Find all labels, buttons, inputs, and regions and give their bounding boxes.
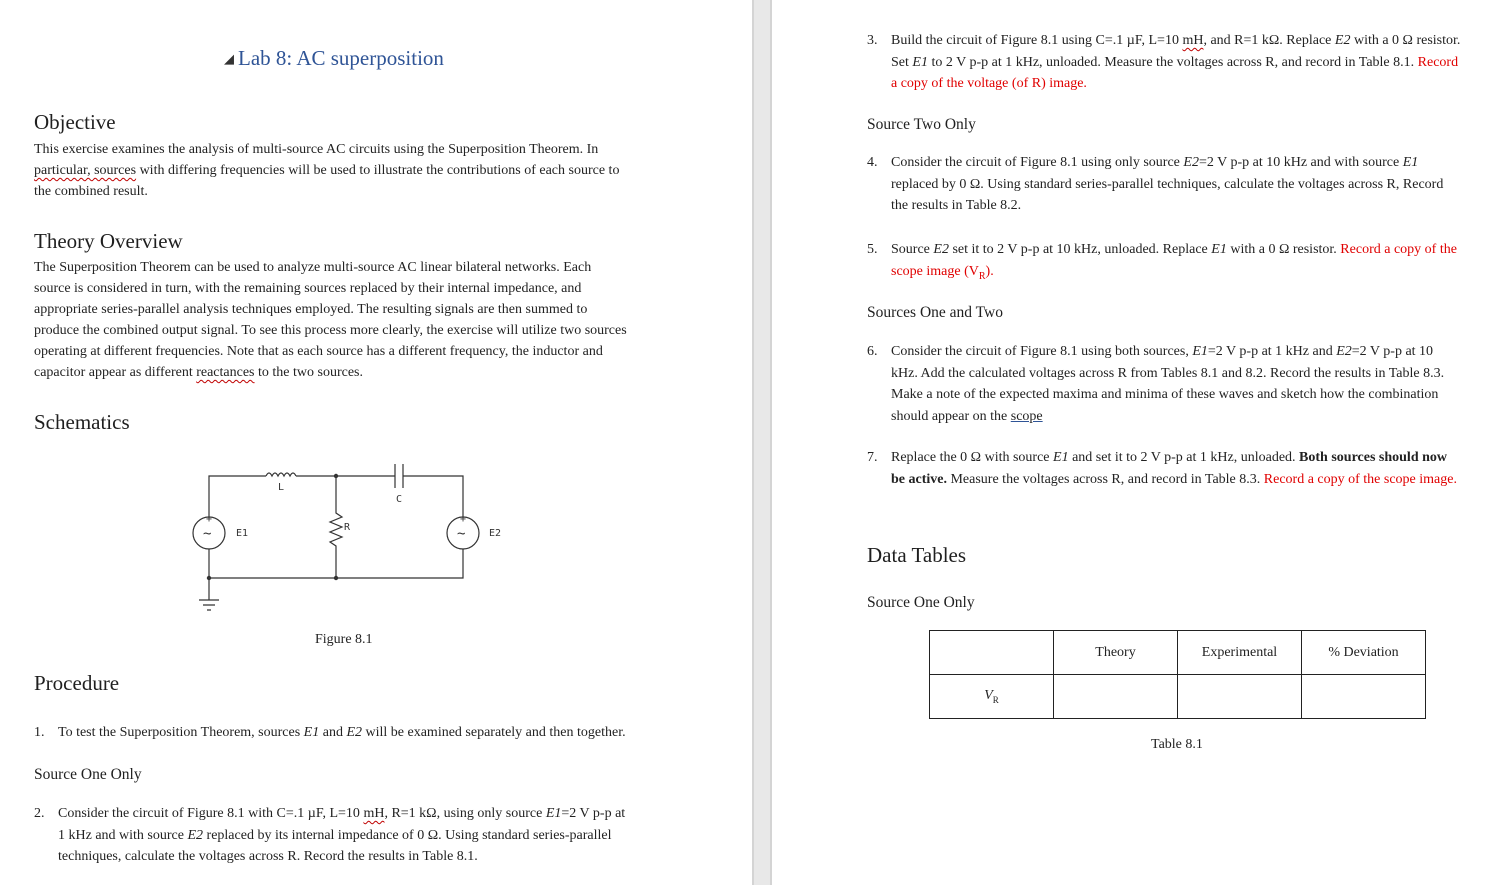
step-text: Set (891, 54, 913, 70)
label-e2: E2 (489, 528, 502, 539)
bold-text: be active. (891, 471, 947, 487)
step-text: To test the Superposition Theorem, sources (58, 725, 304, 740)
junction-dot (207, 576, 211, 580)
step-text: Consider the circuit of Figure 8.1 using only source (891, 155, 1184, 170)
schematics-heading: Schematics (34, 410, 130, 434)
step-text: 1 kHz and with source (58, 827, 188, 843)
step-text: Source (891, 242, 934, 257)
step-line: replaced by 0 Ω. Using standard series-parallel techniques, calculate the voltages across R, Record (891, 176, 1444, 192)
step-number: 4. (867, 155, 878, 170)
theory-line: appropriate series-parallel analysis techniques employed. The resulting signals are then summed to (34, 302, 588, 317)
step-text: set it to 2 V p-p at 10 kHz, unloaded. Replace (948, 242, 1212, 257)
objective-heading: Objective (34, 110, 116, 134)
step-text: and (319, 725, 347, 740)
var-e2: E2 (1183, 155, 1199, 170)
theory-line: source is considered in turn, with the remaining sources replaced by their internal impedance, and (34, 281, 582, 296)
red-instruction: a copy of the voltage (of R) image. (891, 76, 1087, 91)
subscript-r: R (992, 694, 999, 705)
objective-line: the combined result. (34, 184, 148, 199)
objective-line: This exercise examines the analysis of multi-source AC circuits using the Superposition Theorem. In (34, 142, 599, 157)
procedure-step-5 (867, 239, 1506, 287)
step-line (891, 261, 1506, 287)
page-gutter (752, 0, 772, 885)
lab-title-text: Lab 8: AC superposition (238, 46, 444, 70)
step-line (58, 803, 748, 825)
e2-minus: − (459, 544, 466, 555)
subheading-source-two: Source Two Only (867, 116, 976, 133)
theory-paragraph (34, 257, 744, 383)
table-header-cell[interactable]: Theory (1054, 631, 1178, 675)
table-header-row (930, 631, 1426, 675)
table-header-cell[interactable]: Experimental (1178, 631, 1302, 675)
step-number: 2. (34, 806, 45, 821)
spellcheck-word: reactances (196, 365, 255, 380)
step-text: =2 V p-p at 1 kHz and (1207, 344, 1337, 359)
wire (209, 476, 266, 518)
label-c: C (395, 494, 403, 505)
table-row-label[interactable] (930, 675, 1054, 719)
theory-line: The Superposition Theorem can be used to analyze multi-source AC linear bilateral networks. Each (34, 260, 592, 275)
capacitor-symbol (395, 464, 403, 488)
theory-text: capacitor appear as different (34, 365, 197, 380)
step-text: with a 0 Ω resistor. (1226, 242, 1341, 257)
red-instruction: scope image (V (891, 263, 979, 279)
e2-tilde: ~ (457, 526, 466, 542)
e1-minus: − (205, 544, 212, 555)
step-line: techniques, calculate the voltages across R. Record the results in Table 8.1. (58, 849, 478, 864)
step-text: replaced by its internal impedance of 0 Ω. Using standard series-parallel (203, 827, 612, 843)
circuit-schematic (180, 458, 520, 618)
var-e1: E1 (1211, 242, 1227, 257)
spellcheck-word: mH (1182, 33, 1204, 48)
data-tables-heading: Data Tables (867, 543, 967, 567)
grammar-underline-word: scope (1010, 408, 1043, 424)
step-line (891, 341, 1506, 363)
objective-line (34, 160, 734, 181)
step-line (58, 825, 748, 847)
table-cell[interactable] (1054, 675, 1178, 719)
subheading-source-one: Source One Only (34, 766, 142, 783)
step-number: 5. (867, 242, 878, 257)
spellcheck-word: particular, sources (34, 163, 137, 178)
step-text: will be examined separately and then together. (362, 725, 626, 740)
step-text: with a 0 Ω resistor. (1350, 33, 1461, 48)
step-line (891, 52, 1506, 74)
step-text: =2 V p-p at 10 kHz and with source (1198, 155, 1403, 170)
red-instruction: Record a copy of the scope image. (1263, 471, 1457, 487)
var-e2: E2 (933, 242, 949, 257)
var-e2: E2 (1336, 344, 1352, 359)
step-line: the results in Table 8.2. (891, 198, 1022, 213)
step-line (891, 239, 1506, 261)
var-e2: E2 (1334, 33, 1351, 48)
label-l: L (277, 482, 285, 493)
var-e1: E1 (1053, 450, 1069, 465)
step-number: 6. (867, 344, 878, 359)
theory-heading: Theory Overview (34, 229, 183, 253)
lab-title[interactable] (224, 46, 444, 71)
table-header-cell[interactable] (930, 631, 1054, 675)
red-instruction: ). (985, 263, 994, 279)
objective-text: with differing frequencies will be used to illustrate the contributions of each source to (136, 163, 620, 178)
theory-text: to the two sources. (254, 365, 363, 380)
theory-line (34, 362, 744, 383)
label-r: R (344, 522, 351, 533)
e1-plus: + (206, 514, 213, 525)
step-text: Build the circuit of Figure 8.1 using C=.1 µF, L=10 (891, 33, 1183, 48)
red-instruction: Record a copy of the (1340, 242, 1457, 257)
theory-line: produce the combined output signal. To see this process more clearly, the exercise will utilize two sources (34, 323, 627, 338)
step-line (891, 152, 1506, 174)
table-cell[interactable] (1302, 675, 1426, 719)
step-text: Replace the 0 Ω with source (891, 450, 1054, 465)
procedure-step-7 (867, 447, 1506, 490)
spellcheck-word: mH (363, 806, 385, 821)
collapse-triangle-icon[interactable]: ◢ (224, 51, 234, 66)
ground-symbol (199, 578, 219, 610)
step-text: =2 V p-p at 10 (1351, 344, 1434, 359)
var-e1: E1 (303, 725, 320, 740)
table-header-cell[interactable]: % Deviation (1302, 631, 1426, 675)
step-line (891, 447, 1506, 469)
red-instruction: Record (1417, 54, 1459, 70)
data-table-8-1 (929, 630, 1426, 719)
table-row (930, 675, 1426, 719)
step-text: , R=1 kΩ, using only source (384, 806, 546, 821)
subheading-sources-both: Sources One and Two (867, 304, 1003, 321)
subheading-table-source-one: Source One Only (867, 594, 975, 611)
var-e1: E1 (1192, 344, 1208, 359)
subscript-r: R (978, 270, 986, 282)
var-e1: E1 (912, 54, 928, 70)
step-text: to 2 V p-p at 1 kHz, unloaded. Measure the voltages across R, and record in Table 8.1. (927, 54, 1418, 70)
procedure-step-2 (34, 803, 748, 868)
step-text: Consider the circuit of Figure 8.1 using both sources, (891, 344, 1193, 359)
table-cell[interactable] (1178, 675, 1302, 719)
procedure-step-3 (867, 30, 1506, 95)
right-page (772, 0, 1511, 885)
step-text: Consider the circuit of Figure 8.1 with C=.1 µF, L=10 (58, 806, 364, 821)
procedure-step-6 (867, 341, 1506, 427)
objective-paragraph (34, 139, 734, 202)
junction-dot (334, 474, 338, 478)
resistor-symbol (330, 476, 342, 578)
step-line: Make a note of the expected maxima and minima of these waves and sketch how the combination (891, 387, 1439, 402)
procedure-step-1 (34, 722, 738, 744)
e2-plus: + (460, 514, 467, 525)
step-number: 1. (34, 725, 45, 740)
procedure-heading: Procedure (34, 671, 120, 695)
step-line (891, 469, 1506, 491)
var-e1: E1 (545, 806, 562, 821)
step-line (891, 30, 1506, 52)
figure-caption: Figure 8.1 (315, 632, 373, 647)
step-line (891, 406, 1506, 428)
bold-text: Both sources should now (1299, 450, 1447, 465)
step-text: =2 V p-p at (561, 806, 626, 821)
wire (403, 476, 463, 518)
var-e1: E1 (1402, 155, 1419, 170)
procedure-step-4 (867, 152, 1506, 217)
left-page (0, 0, 752, 885)
step-number: 3. (867, 33, 878, 48)
step-number: 7. (867, 450, 878, 465)
junction-dot (334, 576, 338, 580)
var-e2: E2 (346, 725, 363, 740)
step-text: , and R=1 kΩ. Replace (1203, 33, 1335, 48)
step-text: and set it to 2 V p-p at 1 kHz, unloaded. (1068, 450, 1300, 465)
table-caption: Table 8.1 (1151, 737, 1203, 752)
theory-line: operating at different frequencies. Note that as each source has a different frequency, the inductor and (34, 344, 603, 359)
var-v: V (984, 688, 993, 704)
var-e2: E2 (187, 827, 204, 843)
step-line: kHz. Add the calculated voltages across R from Tables 8.1 and 8.2. Record the results in Table 8.3. (891, 365, 1445, 381)
inductor-symbol (266, 473, 296, 476)
step-text: Measure the voltages across R, and record in Table 8.3. (946, 471, 1264, 487)
step-text: should appear on the (891, 408, 1011, 424)
e1-tilde: ~ (203, 526, 212, 542)
label-e1: E1 (236, 528, 249, 539)
